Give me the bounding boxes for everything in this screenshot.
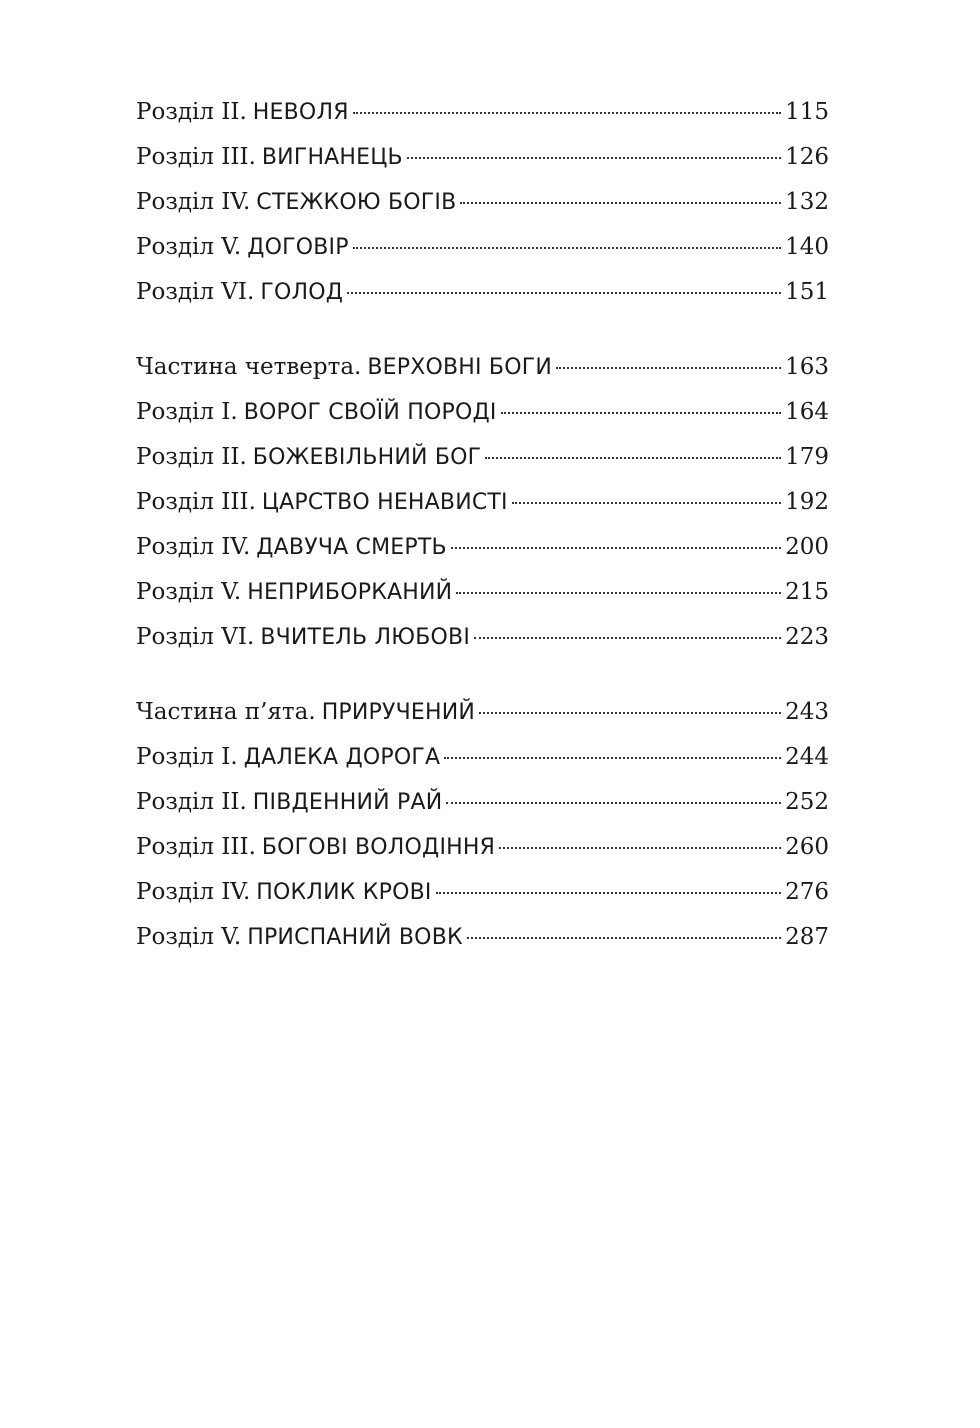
entry-prefix: Частина п’ята. (136, 699, 316, 725)
entry-prefix: Розділ VI. (136, 279, 255, 305)
entry-prefix: Розділ V. (136, 924, 242, 950)
entry-prefix: Розділ II. (136, 99, 247, 125)
dot-leader (501, 412, 782, 414)
dot-leader (353, 112, 781, 114)
entry-prefix: Розділ II. (136, 789, 247, 815)
entry-prefix: Розділ III. (136, 489, 256, 515)
dot-leader (353, 247, 781, 249)
entry-page-number: 215 (785, 579, 829, 605)
dot-leader (436, 892, 782, 894)
dot-leader (446, 802, 781, 804)
entry-prefix: Розділ IV. (136, 189, 251, 215)
toc-entry[interactable] (136, 390, 829, 435)
entry-page-number: 192 (785, 489, 829, 515)
entry-title: ВЧИТЕЛЬ ЛЮБОВІ (260, 625, 471, 650)
entry-page-number: 200 (785, 534, 829, 560)
entry-page-number: 132 (785, 189, 829, 215)
toc-entry[interactable] (136, 90, 829, 135)
entry-prefix: Розділ I. (136, 399, 238, 425)
entry-title: ВОРОГ СВОЇЙ ПОРОДІ (243, 400, 497, 425)
toc-entry[interactable] (136, 135, 829, 180)
entry-page-number: 179 (785, 444, 829, 470)
entry-page-number: 260 (785, 834, 829, 860)
dot-leader (456, 592, 781, 594)
entry-title: ПРИРУЧЕНИЙ (321, 700, 476, 725)
entry-title: ВЕРХОВНІ БОГИ (367, 355, 553, 380)
entry-page-number: 151 (785, 279, 829, 305)
entry-page-number: 140 (785, 234, 829, 260)
entry-prefix: Частина четверта. (136, 354, 362, 380)
entry-title: ГОЛОД (260, 280, 344, 305)
entry-title: ДАЛЕКА ДОРОГА (243, 745, 441, 770)
toc-entry[interactable] (136, 525, 829, 570)
toc-entry[interactable] (136, 735, 829, 780)
toc-entry[interactable] (136, 615, 829, 660)
entry-title: ПОКЛИК КРОВІ (256, 880, 432, 905)
entry-prefix: Розділ III. (136, 144, 256, 170)
entry-page-number: 287 (785, 924, 829, 950)
entry-prefix: Розділ III. (136, 834, 256, 860)
entry-prefix: Розділ V. (136, 234, 242, 260)
entry-prefix: Розділ IV. (136, 879, 251, 905)
dot-leader (451, 547, 781, 549)
dot-leader (479, 712, 781, 714)
entry-page-number: 115 (785, 99, 829, 125)
entry-prefix: Розділ IV. (136, 534, 251, 560)
toc-entry[interactable] (136, 345, 829, 390)
toc-entry[interactable] (136, 180, 829, 225)
entry-title: ВИГНАНЕЦЬ (261, 145, 403, 170)
dot-leader (499, 847, 781, 849)
entry-prefix: Розділ I. (136, 744, 238, 770)
entry-title: ПРИСПАНИЙ ВОВК (247, 925, 463, 950)
dot-leader (556, 367, 781, 369)
entry-page-number: 164 (785, 399, 829, 425)
dot-leader (474, 637, 781, 639)
toc-entry[interactable] (136, 270, 829, 315)
entry-prefix: Розділ II. (136, 444, 247, 470)
dot-leader (347, 292, 781, 294)
entry-page-number: 163 (785, 354, 829, 380)
entry-page-number: 252 (785, 789, 829, 815)
toc-section-3 (136, 690, 829, 960)
entry-title: ЦАРСТВО НЕНАВИСТІ (261, 490, 508, 515)
entry-page-number: 244 (785, 744, 829, 770)
entry-title: ДОГОВІР (247, 235, 349, 260)
toc-entry[interactable] (136, 825, 829, 870)
toc-entry[interactable] (136, 780, 829, 825)
entry-title: БОГОВІ ВОЛОДІННЯ (261, 835, 496, 860)
entry-title: ПІВДЕННИЙ РАЙ (252, 790, 443, 815)
dot-leader (407, 157, 781, 159)
entry-page-number: 243 (785, 699, 829, 725)
dot-leader (467, 937, 781, 939)
toc-entry[interactable] (136, 915, 829, 960)
entry-title: НЕВОЛЯ (252, 100, 349, 125)
dot-leader (485, 457, 781, 459)
toc-entry[interactable] (136, 690, 829, 735)
entry-title: НЕПРИБОРКАНИЙ (247, 580, 453, 605)
entry-page-number: 276 (785, 879, 829, 905)
toc-section-2 (136, 345, 829, 660)
dot-leader (444, 757, 781, 759)
toc-entry[interactable] (136, 570, 829, 615)
entry-prefix: Розділ VI. (136, 624, 255, 650)
entry-title: БОЖЕВІЛЬНИЙ БОГ (252, 445, 482, 470)
toc-section-1 (136, 90, 829, 315)
toc-entry[interactable] (136, 435, 829, 480)
entry-title: ДАВУЧА СМЕРТЬ (256, 535, 447, 560)
dot-leader (512, 502, 781, 504)
dot-leader (460, 202, 781, 204)
toc-entry[interactable] (136, 225, 829, 270)
entry-prefix: Розділ V. (136, 579, 242, 605)
entry-page-number: 126 (785, 144, 829, 170)
entry-title: СТЕЖКОЮ БОГІВ (256, 190, 457, 215)
entry-page-number: 223 (785, 624, 829, 650)
toc-entry[interactable] (136, 870, 829, 915)
toc-entry[interactable] (136, 480, 829, 525)
table-of-contents (136, 90, 829, 960)
